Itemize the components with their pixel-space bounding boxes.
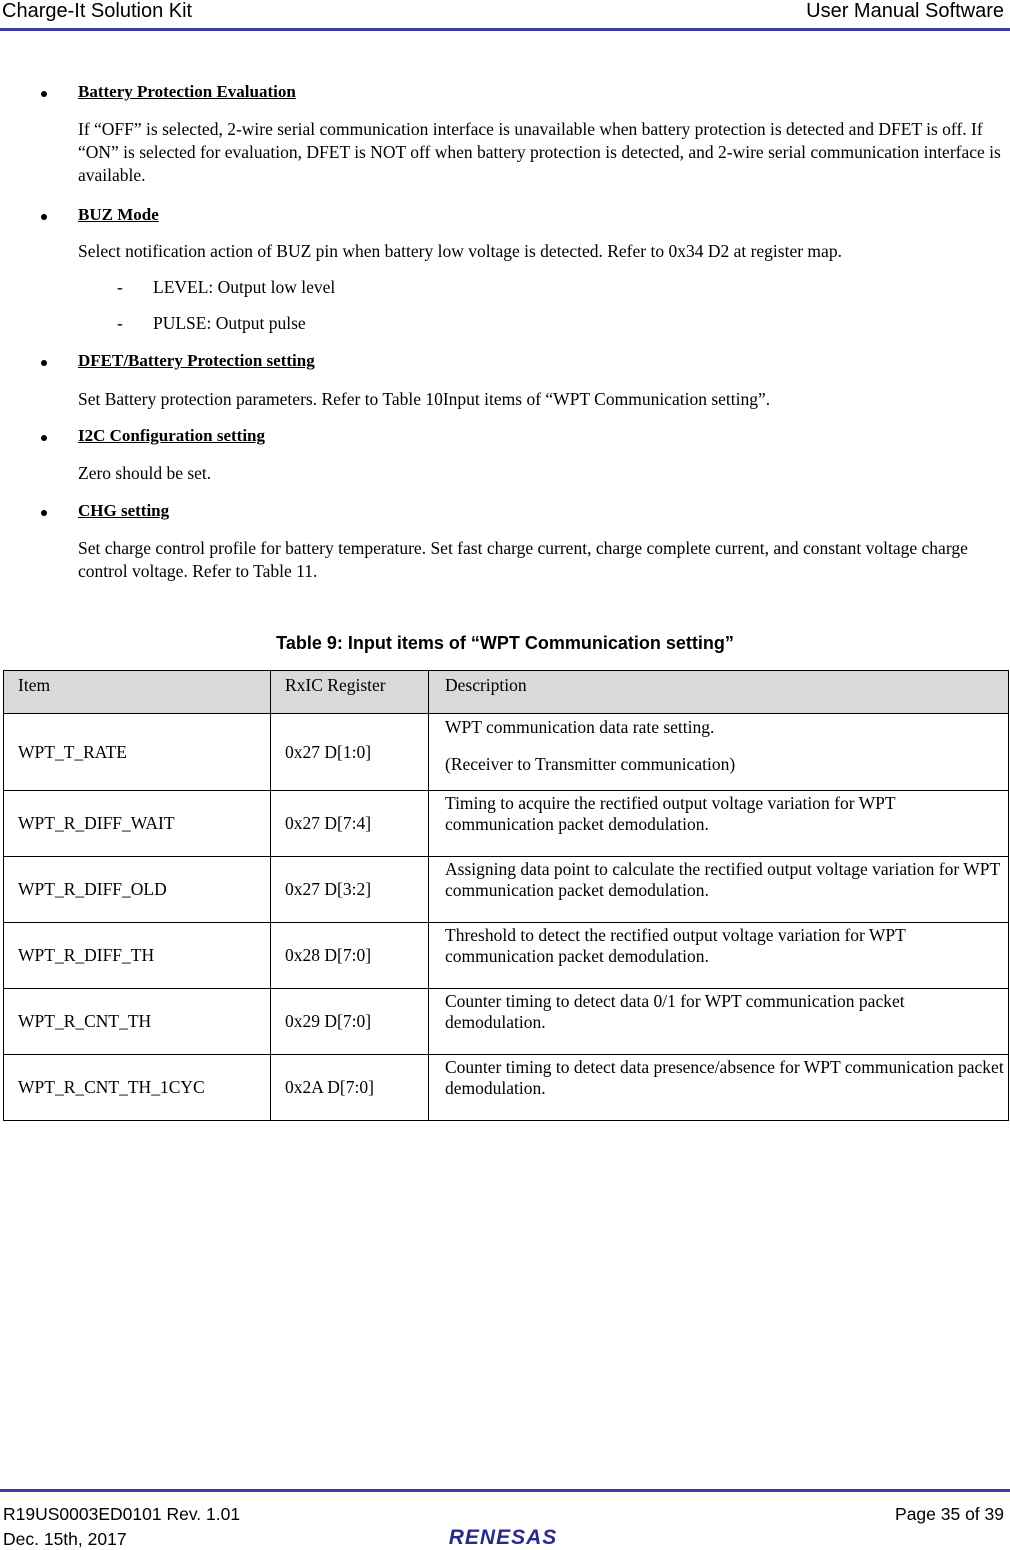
section-text-dfet-battery-protection: Set Battery protection parameters. Refer to Table 10Input items of “WPT Communication setting”. (78, 389, 771, 409)
cell-description: Assigning data point to calculate the rectified output voltage variation for WPT communication packet demodulation. (429, 857, 1009, 923)
cell-item: WPT_R_CNT_TH_1CYC (4, 1055, 271, 1121)
table-row (4, 989, 1009, 1055)
bullet-icon (41, 91, 47, 97)
cell-register: 0x29 D[7:0] (271, 989, 429, 1055)
cell-item: WPT_T_RATE (4, 714, 271, 791)
cell-description: Counter timing to detect data 0/1 for WPT communication packet demodulation. (429, 989, 1009, 1055)
table-caption: Table 9: Input items of “WPT Communication setting” (276, 633, 734, 653)
table-row (4, 1055, 1009, 1121)
footer-rule (0, 1489, 1010, 1492)
page-footer (0, 1500, 1010, 1550)
cell-register: 0x27 D[1:0] (271, 714, 429, 791)
footer-page-number: Page 35 of 39 (895, 1504, 1004, 1524)
cell-description: Timing to acquire the rectified output voltage variation for WPT communication packet demodulation. (429, 791, 1009, 857)
cell-description-line: WPT communication data rate setting. (445, 717, 715, 737)
section-text-chg-setting: Set charge control profile for battery temperature. Set fast charge current, charge complete current, and constant voltage charge control voltage. Refer to Table 11. (78, 538, 968, 581)
cell-register: 0x27 D[3:2] (271, 857, 429, 923)
cell-item: WPT_R_DIFF_OLD (4, 857, 271, 923)
header-rule (0, 28, 1010, 31)
section-text-battery-protection-evaluation: If “OFF” is selected, 2-wire serial communication interface is unavailable when battery protection is detected and DFET is off. If “ON” is selected for evaluation, DFET is NOT off when battery protection is detected, and 2-wire serial communication interface is available. (78, 119, 1001, 185)
cell-description-line: (Receiver to Transmitter communication) (445, 754, 736, 774)
cell-item: WPT_R_CNT_TH (4, 989, 271, 1055)
cell-register: 0x27 D[7:4] (271, 791, 429, 857)
list-item-pulse: PULSE: Output pulse (153, 313, 306, 333)
bullet-icon (41, 435, 47, 441)
column-header-item: Item (4, 671, 271, 714)
cell-description (429, 714, 1009, 791)
table-row (4, 857, 1009, 923)
list-dash: - (117, 313, 123, 333)
header-document-type: User Manual Software (806, 0, 1004, 22)
table-row (4, 791, 1009, 857)
list-item-level: LEVEL: Output low level (153, 277, 336, 297)
cell-item: WPT_R_DIFF_WAIT (4, 791, 271, 857)
cell-register: 0x2A D[7:0] (271, 1055, 429, 1121)
section-text-i2c-configuration: Zero should be set. (78, 463, 212, 483)
renesas-logo-icon (428, 1524, 578, 1548)
cell-item: WPT_R_DIFF_TH (4, 923, 271, 989)
section-title-buz-mode: BUZ Mode (78, 205, 159, 224)
page-header (0, 0, 1010, 26)
cell-description: Threshold to detect the rectified output voltage variation for WPT communication packet demodulation. (429, 923, 1009, 989)
table-row (4, 923, 1009, 989)
column-header-register: RxIC Register (271, 671, 429, 714)
footer-document-revision: R19US0003ED0101 Rev. 1.01 (3, 1504, 241, 1524)
wpt-communication-table (3, 670, 1009, 1121)
section-text-buz-mode: Select notification action of BUZ pin when battery low voltage is detected. Refer to 0x34 D2 at register map. (78, 241, 842, 261)
section-title-i2c-configuration: I2C Configuration setting (78, 426, 266, 445)
bullet-icon (41, 214, 47, 220)
table-row (4, 714, 1009, 791)
column-header-description: Description (429, 671, 1009, 714)
list-dash: - (117, 277, 123, 297)
section-title-battery-protection-evaluation: Battery Protection Evaluation (78, 82, 296, 101)
header-product-title: Charge-It Solution Kit (2, 0, 193, 22)
bullet-icon (41, 360, 47, 366)
renesas-logo-text: RENESAS (448, 1526, 558, 1548)
bullet-icon (41, 510, 47, 516)
footer-date: Dec. 15th, 2017 (3, 1529, 127, 1549)
table-header-row (4, 671, 1009, 714)
cell-description: Counter timing to detect data presence/absence for WPT communication packet demodulation. (429, 1055, 1009, 1121)
section-title-chg-setting: CHG setting (78, 501, 170, 520)
cell-register: 0x28 D[7:0] (271, 923, 429, 989)
section-title-dfet-battery-protection: DFET/Battery Protection setting (78, 351, 315, 370)
